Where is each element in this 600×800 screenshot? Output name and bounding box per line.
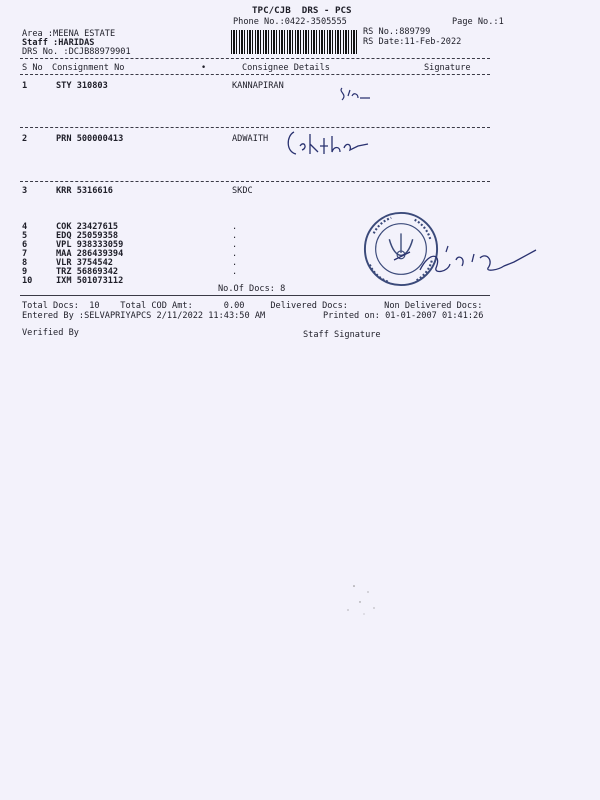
row-consignment: PRN 500000413 [56, 134, 124, 144]
row-consignment: IXM 501073112 [56, 276, 124, 286]
row-consignment: TRZ 56869342 [56, 267, 119, 277]
totals-line: Total Docs: 10 Total COD Amt: 0.00 Delivered Docs: Non Delivered Docs: [22, 301, 483, 311]
signature-row-2 [284, 126, 374, 160]
drs-number: DRS No. :DCJB88979901 [22, 47, 131, 57]
row-consignee: . [232, 222, 238, 232]
staff-label: Staff :HARIDAS [22, 38, 95, 48]
printed-on: Printed on: 01-01-2007 01:41:26 [323, 311, 484, 321]
row-consignee: . [232, 258, 238, 268]
summary-divider [20, 295, 490, 296]
phone-number: Phone No.:0422-3505555 [233, 17, 347, 27]
barcode [231, 30, 357, 54]
row-consignment: KRR 5316616 [56, 186, 113, 196]
row-consignee: . [232, 249, 238, 259]
document-title: TPC/CJB DRS - PCS [252, 5, 352, 16]
row-sno: 8 [22, 258, 28, 268]
column-signature: Signature [424, 63, 471, 73]
row-consignee: . [232, 231, 238, 241]
scan-noise [340, 580, 390, 620]
row-sno: 10 [22, 276, 33, 286]
row-sno: 7 [22, 249, 28, 259]
row-consignment: EDQ 25059358 [56, 231, 119, 241]
no-of-docs: No.Of Docs: 8 [218, 284, 286, 294]
header-divider-top [20, 58, 490, 59]
row-consignment: COK 23427615 [56, 222, 119, 232]
row-consignment: VPL 938333059 [56, 240, 124, 250]
column-sno: S No [22, 63, 43, 73]
page-number: Page No.:1 [452, 17, 504, 27]
row-sno: 2 [22, 134, 28, 144]
row-sno: 4 [22, 222, 28, 232]
row-consignee: SKDC [232, 186, 253, 196]
row-sno: 6 [22, 240, 28, 250]
row-sno: 3 [22, 186, 28, 196]
row-consignee: ADWAITH [232, 134, 269, 144]
entered-by: Entered By :SELVAPRIYAPCS 2/11/2022 11:43:50 AM [22, 311, 266, 321]
rs-number: RS No.:889799 [363, 27, 431, 37]
row-divider [20, 181, 490, 182]
row-sno: 9 [22, 267, 28, 277]
signature-row-3 [390, 240, 550, 282]
column-consignee: Consignee Details [242, 63, 330, 73]
signature-row-1 [336, 84, 376, 106]
header-divider-bottom [20, 74, 490, 75]
area-label: Area :MEENA ESTATE [22, 29, 116, 39]
staff-signature-label: Staff Signature [303, 330, 381, 340]
row-consignee: . [232, 267, 238, 277]
row-consignment: STY 310803 [56, 81, 108, 91]
column-marker: • [201, 63, 207, 73]
row-consignee: . [232, 240, 238, 250]
verified-by-label: Verified By [22, 328, 79, 338]
row-divider [20, 127, 490, 128]
column-consignment: Consignment No [52, 63, 125, 73]
row-consignment: MAA 286439394 [56, 249, 124, 259]
row-sno: 1 [22, 81, 28, 91]
row-consignee: KANNAPIRAN [232, 81, 284, 91]
row-consignment: VLR 3754542 [56, 258, 113, 268]
rs-date: RS Date:11-Feb-2022 [363, 37, 462, 47]
row-sno: 5 [22, 231, 28, 241]
